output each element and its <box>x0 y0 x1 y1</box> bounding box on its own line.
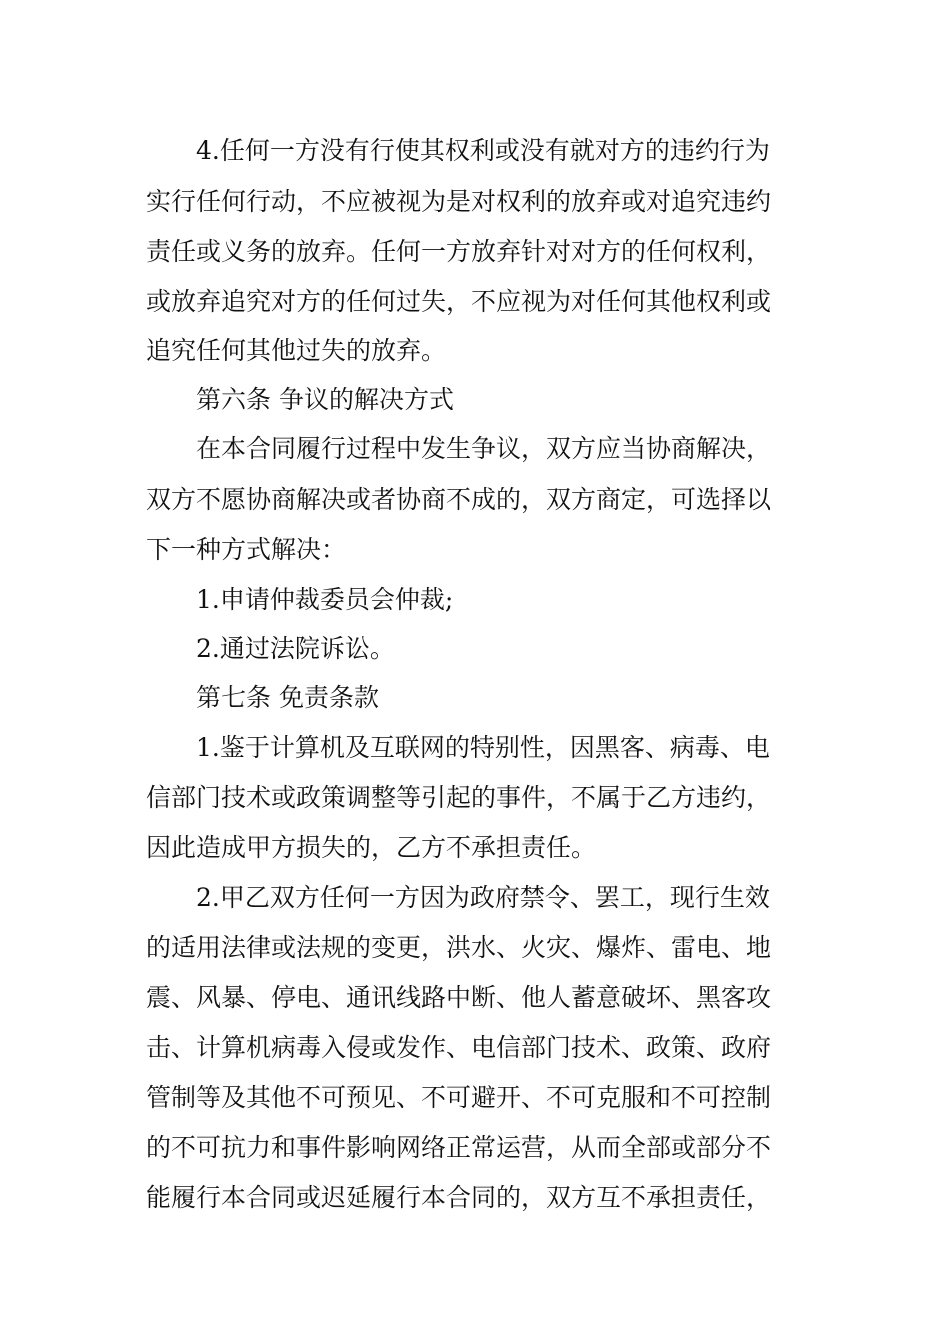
text-line: 责任或义务的放弃。任何一方放弃针对对方的任何权利， <box>146 237 772 266</box>
text-line: 因此造成甲方损失的，乙方不承担责任。 <box>146 833 597 862</box>
text-line: 双方不愿协商解决或者协商不成的，双方商定，可选择以 <box>146 485 772 514</box>
list-item: 1.申请仲裁委员会仲裁; <box>196 585 454 614</box>
text-line: 实行任何行动，不应被视为是对权利的放弃或对追究违约 <box>146 187 772 216</box>
text-line: 击、计算机病毒入侵或发作、电信部门技术、政策、政府 <box>146 1033 772 1062</box>
text-line: 或放弃追究对方的任何过失，不应视为对任何其他权利或 <box>146 287 772 316</box>
text-line: 的适用法律或法规的变更，洪水、火灾、爆炸、雷电、地 <box>146 933 772 962</box>
text-line: 在本合同履行过程中发生争议，双方应当协商解决， <box>196 434 772 463</box>
text-line: 能履行本合同或迟延履行本合同的，双方互不承担责任， <box>146 1183 772 1212</box>
text-line: 管制等及其他不可预见、不可避开、不可克服和不可控制 <box>146 1083 772 1112</box>
section-heading: 第七条 免责条款 <box>196 683 379 712</box>
text-line: 信部门技术或政策调整等引起的事件，不属于乙方违约， <box>146 783 772 812</box>
text-line: 2.甲乙双方任何一方因为政府禁令、罢工，现行生效 <box>196 883 770 912</box>
text-line: 追究任何其他过失的放弃。 <box>146 336 447 365</box>
text-line: 的不可抗力和事件影响网络正常运营，从而全部或部分不 <box>146 1133 772 1162</box>
text-line: 1.鉴于计算机及互联网的特别性，因黑客、病毒、电 <box>196 733 770 762</box>
list-item: 2.通过法院诉讼。 <box>196 634 395 663</box>
text-line: 下一种方式解决： <box>146 535 347 564</box>
section-heading: 第六条 争议的解决方式 <box>196 385 454 414</box>
text-line: 4.任何一方没有行使其权利或没有就对方的违约行为 <box>196 136 770 165</box>
text-line: 震、风暴、停电、通讯线路中断、他人蓄意破坏、黑客攻 <box>146 983 772 1012</box>
